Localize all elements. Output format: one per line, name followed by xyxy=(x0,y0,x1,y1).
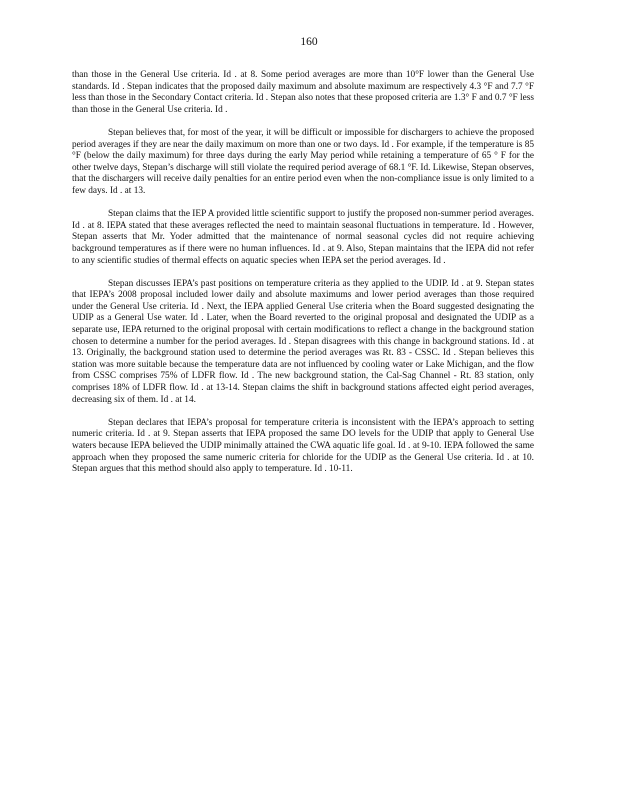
page-number: 160 xyxy=(300,36,318,48)
paragraph-past-positions: Stepan discusses IEPA’s past positions on temperature criteria as they applied to the UDIP. Id . at 9. Stepan states that IEPA’s 2008 proposal included lower daily and absolute maximums and lower period averages than those required under the General Use criteria. Id . Next, the IEPA applied General Use criteria when the Board suggested designating the UDIP as a General Use water. Id . Later, when the Board reverted to the original proposal and designated the UDIP as a separate use, IEPA returned to the original proposal with certain modifications to reflect a change in the background station chosen to determine a number for the period averages. Id . Stepan disagrees with this change in background stations. Id . at 13. Originally, the background station used to determine the period averages was Rt. 83 - CSSC. Id . Stepan believes this station was more suitable because the temperature data are not influenced by cooling water or Lake Michigan, and the flow from CSSC comprises 75% of LDFR flow. Id . The new background station, the Cal-Sag Channel - Rt. 83 station, only comprises 18% of LDFR flow. Id . at 13-14. Stepan claims the shift in background stations affected eight period averages, decreasing six of them. Id . at 14. xyxy=(72,278,534,405)
document-body xyxy=(72,70,534,476)
paragraph-scientific-support: Stepan claims that the IEP A provided little scientific support to justify the proposed non-summer period averages. Id . at 8. IEPA stated that these averages reflected the need to maintain seasonal fluctuations in temperature. Id . However, Stepan asserts that Mr. Yoder admitted that the maintenance of normal seasonal cycles did not require achieving background temperatures as if there were no human influences. Id . at 9. Also, Stepan maintains that the IEPA did not refer to any scientific studies of thermal effects on aquatic species when IEPA set the period averages. Id . xyxy=(72,209,534,266)
paragraph-daily-maximum: Stepan believes that, for most of the year, it will be difficult or impossible for dischargers to achieve the proposed period averages if they are near the daily maximum on more than one or two days. Id . For example, if the temperature is 85 °F (below the daily maximum) for three days during the early May period while retaining a temperature of 65 ° F for the other twelve days, Stepan’s discharge will still violate the required period average of 68.1 °F. Id. Likewise, Stepan observes, that the dischargers will receive daily penalties for an entire period even when the non-compliance issue is only limited to a few days. Id . at 13. xyxy=(72,127,534,196)
paragraph-continuation: than those in the General Use criteria. Id . at 8. Some period averages are more than 10°F lower than the General Use standards. Id . Stepan indicates that the proposed daily maximum and absolute maximum are respectively 4.3 °F and 7.7 °F less than those in the Secondary Contact criteria. Id . Stepan also notes that these proposed criteria are 1.3° F and 0.7 °F less than those in the General Use criteria. Id . xyxy=(72,70,534,115)
paragraph-inconsistency: Stepan declares that IEPA’s proposal for temperature criteria is inconsistent with the IEPA’s approach to setting numeric criteria. Id . at 9. Stepan asserts that IEPA proposed the same DO levels for the UDIP that apply to General Use waters because IEPA believed the UDIP minimally attained the CWA aquatic life goal. Id . at 9-10. IEPA followed the same approach when they proposed the same numeric criteria for chloride for the UDIP as the General Use criteria. Id . at 10. Stepan argues that this method should also apply to temperature. Id . 10-11. xyxy=(72,417,534,475)
